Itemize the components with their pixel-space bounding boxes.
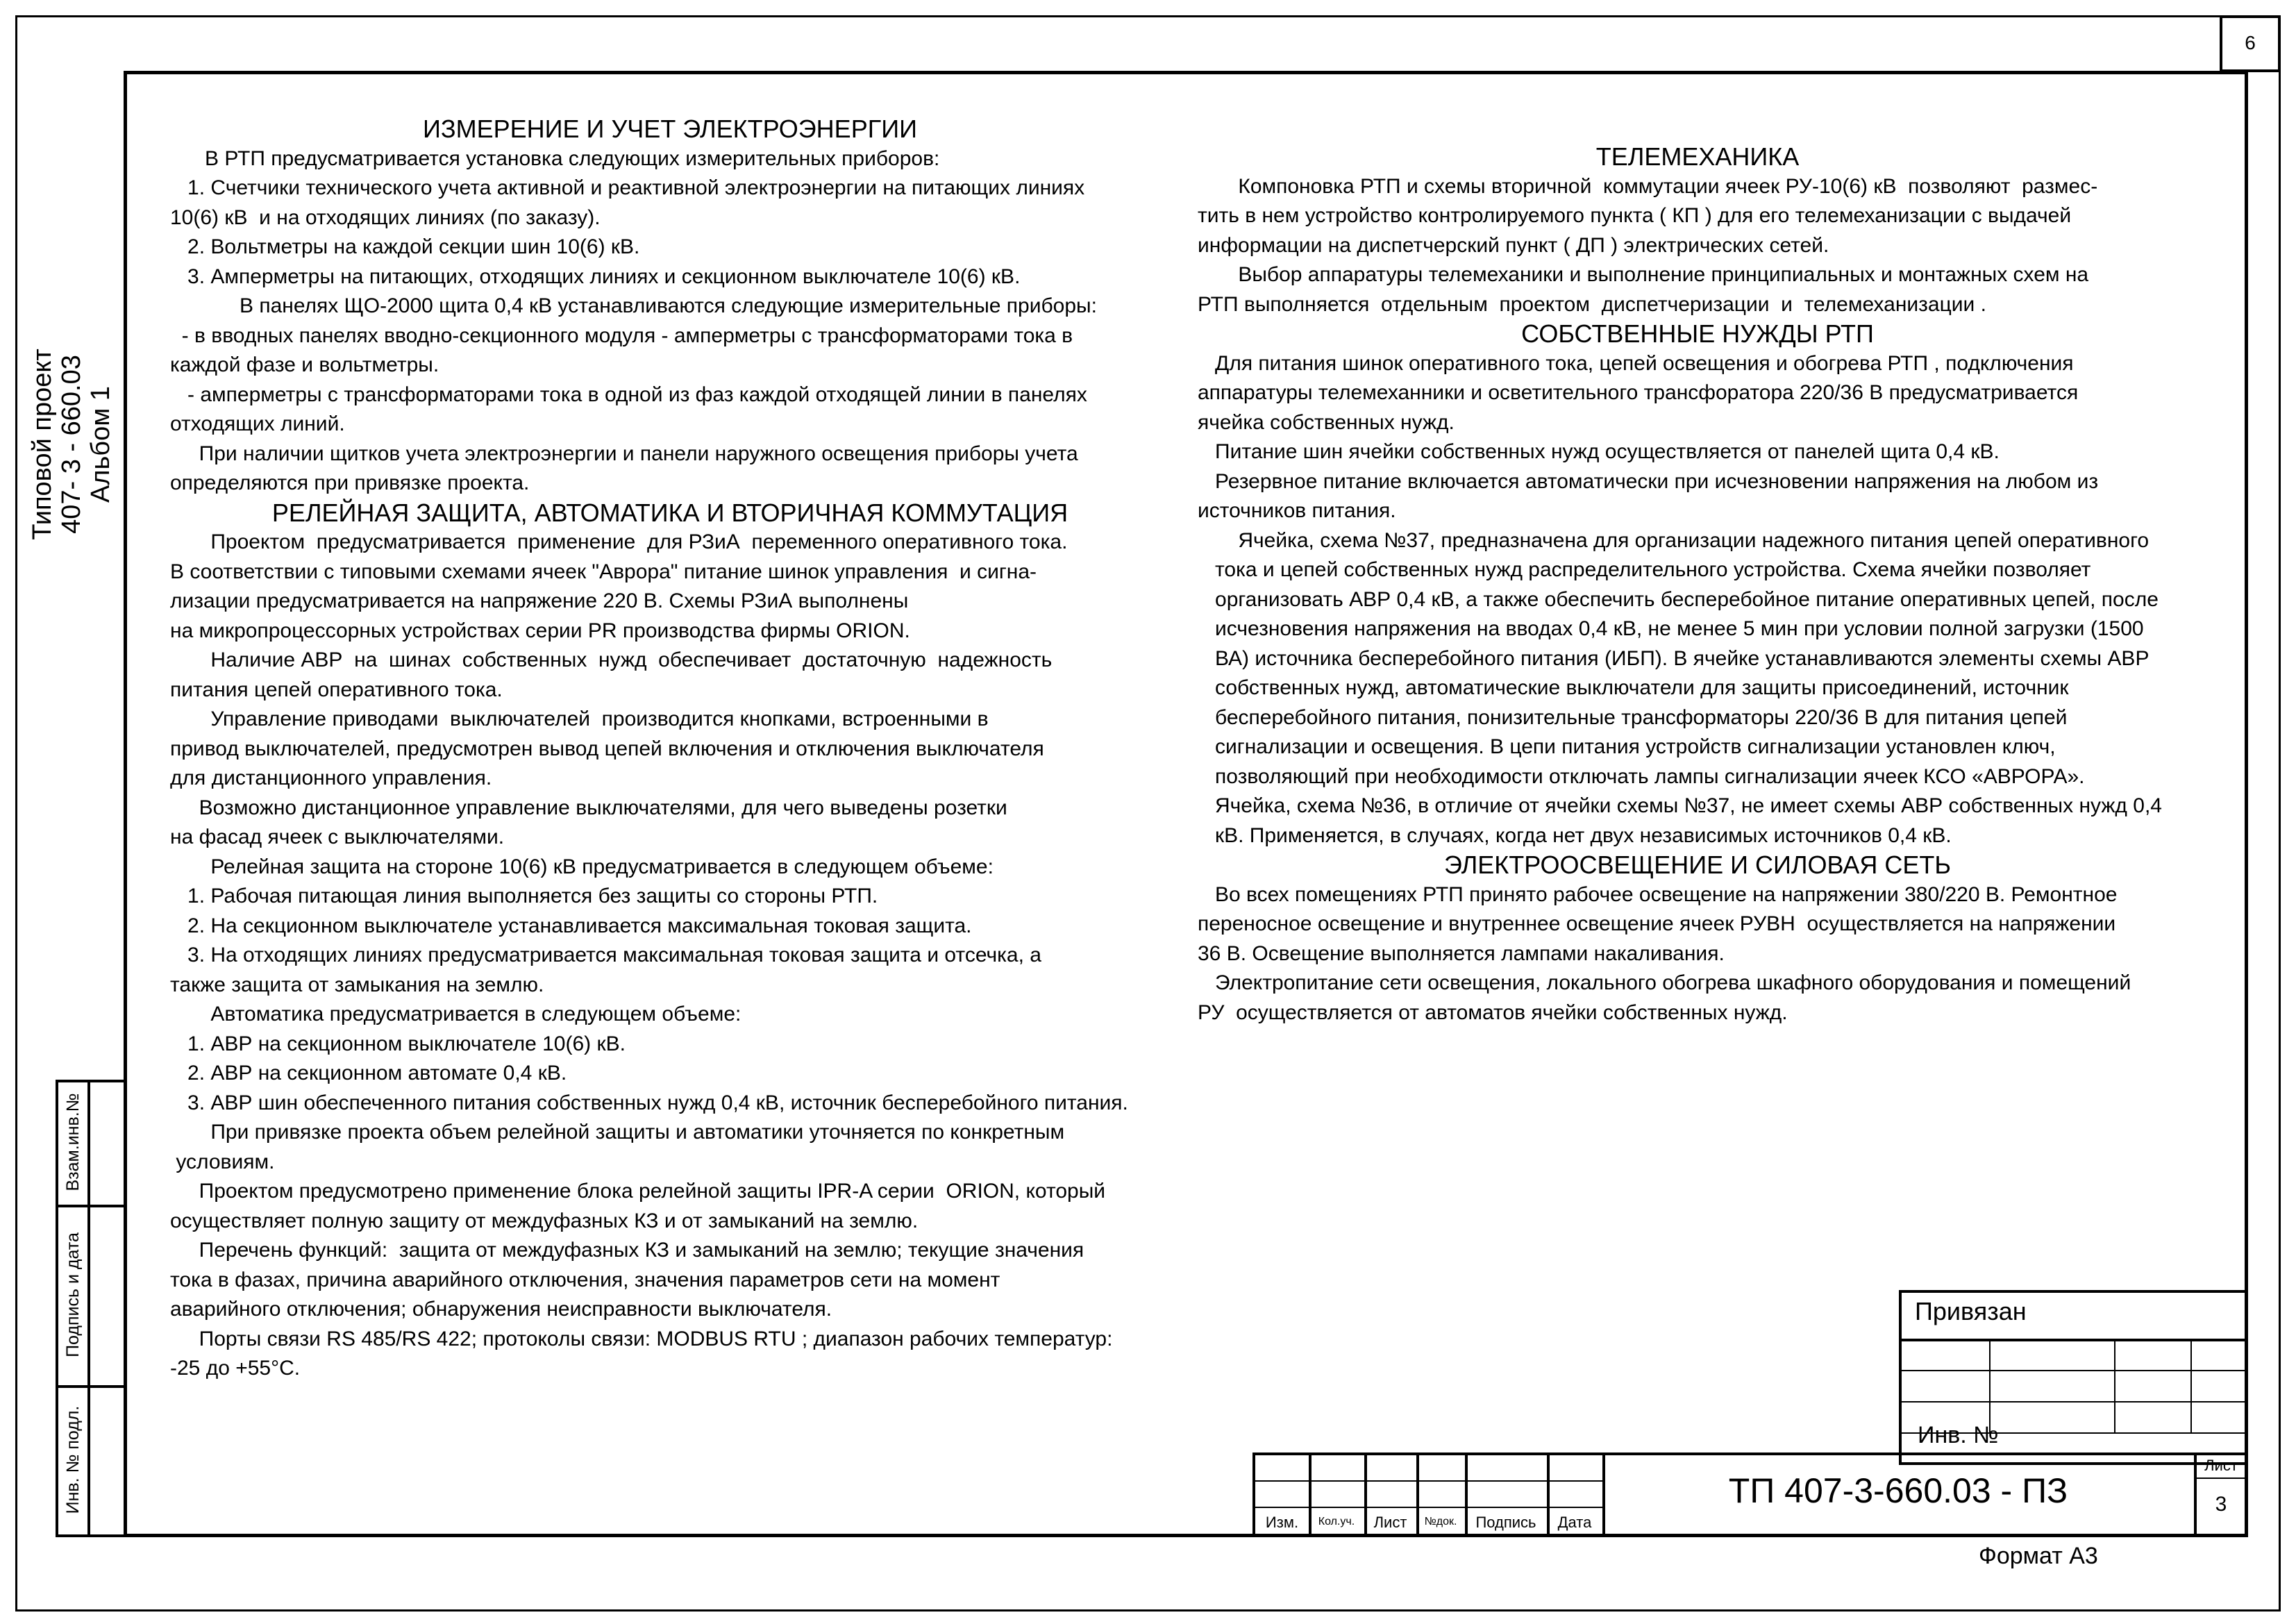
text-line: организовать АВР 0,4 кВ, а также обеспечить бесперебойное питание оперативных цепей, после xyxy=(1198,587,2159,611)
text-line: кВ. Применяется, в случаях, когда нет двух независимых источников 0,4 кВ. xyxy=(1198,823,1952,847)
text-line: отходящих линий. xyxy=(170,412,345,435)
text-line: также защита от замыкания на землю. xyxy=(170,973,544,996)
side-stamp-row xyxy=(56,1205,126,1207)
title-block-row xyxy=(1252,1480,1602,1482)
text-line: 3. Амперметры на питающих, отходящих линиях и секционном выключателе 10(6) кВ. xyxy=(170,265,1021,288)
text-line: каждой фазе и вольтметры. xyxy=(170,353,439,376)
text-line: тить в нем устройство контролируемого пункта ( КП ) для его телемеханизации с выдачей xyxy=(1198,204,2072,227)
text-line: питания цепей оперативного тока. xyxy=(170,678,503,701)
side-stamp-row xyxy=(56,1385,126,1388)
text-line: 3. АВР шин обеспеченного питания собственных нужд 0,4 кВ, источник бесперебойного питания. xyxy=(170,1091,1128,1114)
text-line: -25 до +55°С. xyxy=(170,1357,301,1380)
sheet-number: 3 xyxy=(2215,1493,2227,1516)
text-line: Порты связи RS 485/RS 422; протоколы связи: MODBUS RTU ; диапазон рабочих температур: xyxy=(170,1327,1113,1350)
text-line: Релейная защита на стороне 10(6) кВ предусматривается в следующем объеме: xyxy=(170,855,994,878)
text-line: Автоматика предусматривается в следующем объеме: xyxy=(170,1003,741,1026)
text-line: - амперметры с трансформаторами тока в одной из фаз каждой отходящей линии в панелях xyxy=(170,383,1087,406)
text-line: - в вводных панелях вводно-секционного модуля - амперметры с трансформаторами тока в xyxy=(170,324,1073,347)
side-title-line: 407- 3 - 660.03 xyxy=(57,355,86,534)
section-heading: ТЕЛЕМЕХАНИКА xyxy=(1595,142,1800,171)
text-line: Проектом предусмотрено применение блока релейной защиты IPR-A серии ORION, который xyxy=(170,1180,1106,1203)
col-label-signature: Подпись xyxy=(1475,1514,1536,1531)
text-line: РУ осуществляется от автоматов ячейки собственных нужд. xyxy=(1198,1001,1788,1024)
section-heading: ЭЛЕКТРООСВЕЩЕНИЕ И СИЛОВАЯ СЕТЬ xyxy=(1443,851,1951,879)
text-line: При наличии щитков учета электроэнергии и панели наружного освещения приборы учета xyxy=(170,442,1078,465)
text-line: на фасад ячеек с выключателями. xyxy=(170,826,505,848)
text-line: тока и цепей собственных нужд распределительного устройства. Схема ячейки позволяет xyxy=(1198,558,2091,581)
text-line: привод выключателей, предусмотрен вывод цепей включения и отключения выключателя xyxy=(170,737,1044,760)
text-line: Перечень функций: защита от междуфазных КЗ и замыканий на землю; текущие значения xyxy=(170,1239,1084,1262)
binding-row xyxy=(1899,1370,2247,1371)
col-label-change: Изм. xyxy=(1265,1514,1299,1531)
text-line: Проектом предусматривается применение для РЗиА переменного оперативного тока. xyxy=(170,530,1068,553)
text-line: 36 В. Освещение выполняется лампами накаливания. xyxy=(1198,941,1725,965)
text-line: источников питания. xyxy=(1198,499,1396,522)
text-line: сигнализации и освещения. В цепи питания устройств сигнализации установлен ключ, xyxy=(1198,735,2056,758)
text-line: Электропитание сети освещения, локального обогрева шкафного оборудования и помещений xyxy=(1198,971,2131,994)
text-line: РТП выполняется отдельным проектом диспетчеризации и телемеханизации . xyxy=(1198,292,1986,316)
col-label-qty: Кол.уч. xyxy=(1318,1516,1355,1527)
text-line: тока в фазах, причина аварийного отключения, значения параметров сети на момент xyxy=(170,1268,1000,1291)
text-line: условиям. xyxy=(170,1150,275,1173)
binding-col xyxy=(2114,1339,2115,1432)
text-line: 1. АВР на секционном выключателе 10(6) кВ. xyxy=(170,1032,626,1055)
text-line: Выбор аппаратуры телемеханики и выполнение принципиальных и монтажных схем на xyxy=(1198,263,2089,286)
text-line: 1. Рабочая питающая линия выполняется без защиты со стороны РТП. xyxy=(170,885,878,907)
document-code: ТП 407-3-660.03 - ПЗ xyxy=(1728,1471,2068,1510)
side-label-signature-date: Подпись и дата xyxy=(63,1232,83,1357)
binding-title: Привязан xyxy=(1915,1297,2027,1325)
text-line: позволяющий при необходимости отключать лампы сигнализации ячеек КСО «АВРОРА». xyxy=(1198,764,2085,788)
format-label: Формат А3 xyxy=(1979,1543,2098,1569)
side-title-line: Типовой проект xyxy=(28,349,57,540)
binding-inv-label: Инв. № xyxy=(1918,1422,1999,1448)
title-block-row xyxy=(1252,1507,1602,1508)
text-line: бесперебойного питания, понизительные трансформаторы 220/36 В для питания цепей xyxy=(1198,705,2068,729)
side-title-line: Альбом 1 xyxy=(86,385,115,503)
text-line: исчезновения напряжения на вводах 0,4 кВ, не менее 5 мин при условии полной загрузки (1500 xyxy=(1198,617,2144,640)
section-heading: ИЗМЕРЕНИЕ И УЧЕТ ЭЛЕКТРОЭНЕРГИИ xyxy=(423,115,917,143)
text-line: 2. На секционном выключателе устанавливается максимальная токовая защита. xyxy=(170,914,972,937)
text-line: для дистанционного управления. xyxy=(170,767,492,789)
text-line: ячейка собственных нужд. xyxy=(1198,410,1455,434)
text-line: Наличие АВР на шинах собственных нужд обеспечивает достаточную надежность xyxy=(170,648,1053,671)
binding-row xyxy=(1899,1401,2247,1403)
text-line: информации на диспетчерский пункт ( ДП ) электрических сетей. xyxy=(1198,233,1829,257)
text-line: переносное освещение и внутреннее освещение ячеек РУВН осуществляется на напряжении xyxy=(1198,912,2116,935)
col-label-doc: №док. xyxy=(1424,1516,1457,1527)
side-label-replace-inv: Взам.инв.№ xyxy=(63,1093,83,1191)
section-heading: РЕЛЕЙНАЯ ЗАЩИТА, АВТОМАТИКА И ВТОРИЧНАЯ КОММУТАЦИЯ xyxy=(271,498,1069,527)
text-line: В соответствии с типовыми схемами ячеек "Аврора" питание шинок управления и сигна- xyxy=(170,560,1037,583)
text-line: 10(6) кВ и на отходящих линиях (по заказу). xyxy=(170,206,601,229)
text-line: 2. Вольтметры на каждой секции шин 10(6) кВ. xyxy=(170,235,640,258)
text-line: Ячейка, схема №36, в отличие от ячейки схемы №37, не имеет схемы АВР собственных нужд 0,4 xyxy=(1198,794,2162,817)
side-title xyxy=(28,340,115,549)
section-heading: СОБСТВЕННЫЕ НУЖДЫ РТП xyxy=(1521,319,1874,348)
text-line: собственных нужд, автоматические выключатели для защиты присоединений, источник xyxy=(1198,676,2069,699)
sheet-label: Лист xyxy=(2204,1457,2238,1474)
text-line: 1. Счетчики технического учета активной и реактивной электроэнергии на питающих линиях xyxy=(170,176,1085,199)
text-line: Управление приводами выключателей производится кнопками, встроенными в xyxy=(170,708,989,730)
col-label-sheet: Лист xyxy=(1373,1514,1407,1531)
text-line: Компоновка РТП и схемы вторичной коммутации ячеек РУ-10(6) кВ позволяют размес- xyxy=(1198,174,2098,198)
text-line: 2. АВР на секционном автомате 0,4 кВ. xyxy=(170,1062,567,1085)
title-block-row xyxy=(2194,1477,2248,1479)
text-line: Питание шин ячейки собственных нужд осуществляется от панелей щита 0,4 кВ. xyxy=(1198,440,2000,463)
binding-col xyxy=(2190,1339,2192,1432)
side-label-inv-orig: Инв. № подл. xyxy=(63,1405,83,1514)
text-line: осуществляет полную защиту от междуфазных КЗ и от замыканий на землю. xyxy=(170,1209,919,1232)
text-line: Возможно дистанционное управление выключателями, для чего выведены розетки xyxy=(170,796,1007,819)
text-line: Резервное питание включается автоматически при исчезновении напряжения на любом из xyxy=(1198,469,2099,493)
text-line: В РТП предусматривается установка следующих измерительных приборов: xyxy=(170,147,940,170)
text-line: лизации предусматривается на напряжение 220 В. Схемы РЗиА выполнены xyxy=(170,589,909,612)
corner-sheet-number: 6 xyxy=(2245,32,2256,53)
text-line: Во всех помещениях РТП принято рабочее освещение на напряжении 380/220 В. Ремонтное xyxy=(1198,882,2118,906)
text-line: 3. На отходящих линиях предусматривается максимальная токовая защита и отсечка, а xyxy=(170,944,1041,966)
text-line: Ячейка, схема №37, предназначена для организации надежного питания цепей оперативного xyxy=(1198,528,2150,552)
side-stamp-divider xyxy=(87,1080,90,1537)
text-line: аварийного отключения; обнаружения неисправности выключателя. xyxy=(170,1298,832,1321)
binding-col xyxy=(1989,1339,1991,1432)
text-line: В панелях ЩО-2000 щита 0,4 кВ устанавливаются следующие измерительные приборы: xyxy=(170,294,1097,317)
binding-row xyxy=(1899,1339,2247,1341)
text-line: ВА) источника бесперебойного питания (ИБП). В ячейке устанавливаются элементы схемы АВР xyxy=(1198,646,2150,670)
text-line: определяются при привязке проекта. xyxy=(170,471,530,494)
left-column-text xyxy=(170,115,1170,1384)
text-line: Для питания шинок оперативного тока, цепей освещения и обогрева РТП , подключения xyxy=(1198,351,2074,375)
right-column-text xyxy=(1198,142,2197,1028)
text-line: аппаратуры телемеханники и осветительного трансфоратора 220/36 В предусматривается xyxy=(1198,381,2079,404)
col-label-date: Дата xyxy=(1557,1514,1592,1531)
text-line: При привязке проекта объем релейной защиты и автоматики уточняется по конкретным xyxy=(170,1121,1065,1144)
text-line: на микропроцессорных устройствах серии PR производства фирмы ORION. xyxy=(170,619,910,642)
